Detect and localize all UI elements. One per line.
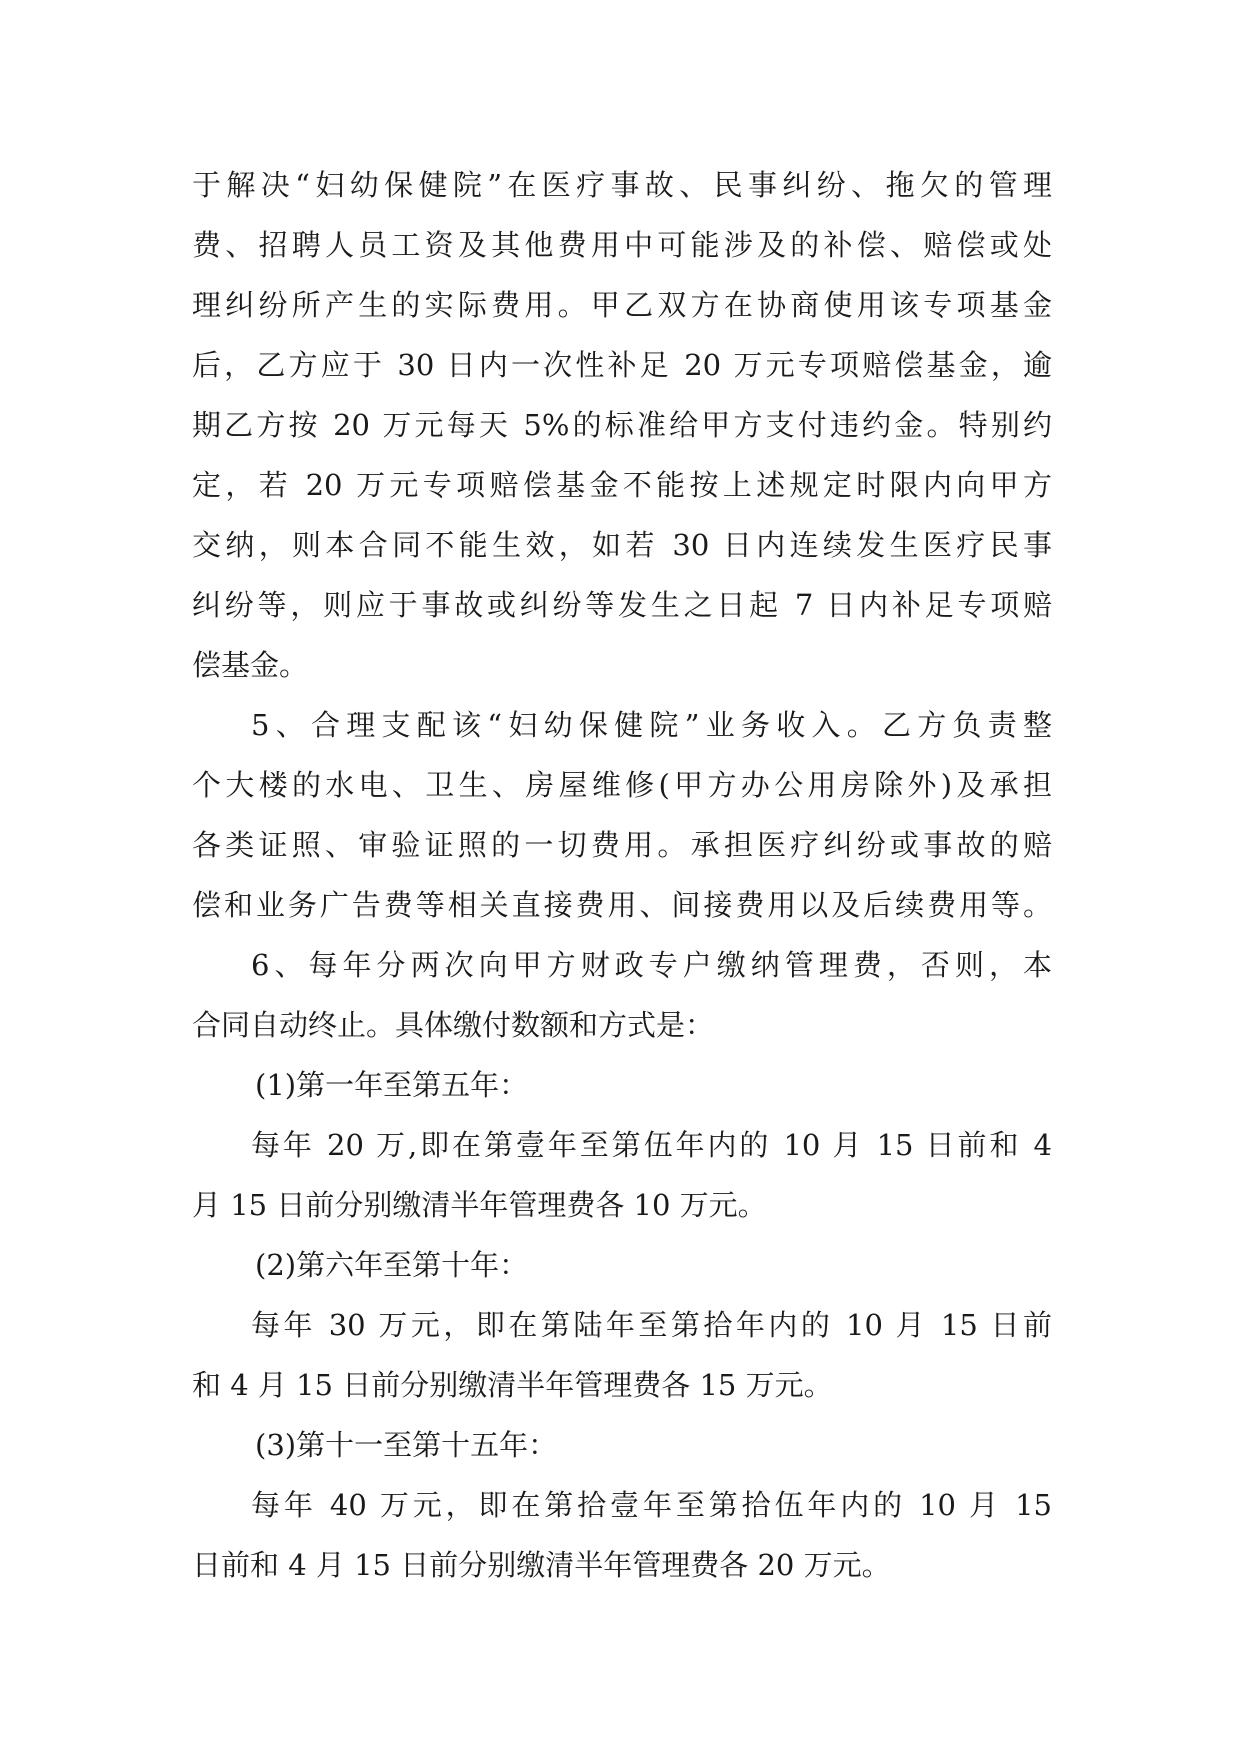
text-line: 各类证照、审验证照的一切费用。承担医疗纠纷或事故的赔 (192, 828, 1052, 862)
text-line: 月 15 日前分别缴清半年管理费各 10 万元。 (192, 1188, 767, 1222)
text-line: 后，乙方应于 30 日内一次性补足 20 万元专项赔偿基金，逾 (192, 348, 1052, 382)
item-1-heading: (1)第一年至第五年： (255, 1068, 529, 1102)
text-line: 日前和 4 月 15 日前分别缴清半年管理费各 20 万元。 (192, 1548, 891, 1582)
item-3-heading: (3)第十一至第十五年： (255, 1428, 558, 1462)
item-2-text: 每年 30 万元，即在第陆年至第拾年内的 10 月 15 日前 (251, 1308, 1052, 1342)
text-line: 合同自动终止。具体缴付数额和方式是： (192, 1008, 715, 1042)
text-line: 偿基金。 (192, 648, 309, 682)
paragraph-6-first-line: 6、每年分两次向甲方财政专户缴纳管理费，否则，本 (251, 948, 1052, 982)
text-line: 理纠纷所产生的实际费用。甲乙双方在协商使用该专项基金 (192, 288, 1052, 322)
item-3-text: 每年 40 万元，即在第拾壹年至第拾伍年内的 10 月 15 (251, 1488, 1052, 1522)
text-line: 偿和业务广告费等相关直接费用、间接费用以及后续费用等。 (192, 888, 1052, 922)
text-line: 期乙方按 20 万元每天 5%的标准给甲方支付违约金。特别约 (192, 408, 1052, 442)
text-line: 个大楼的水电、卫生、房屋维修(甲方办公用房除外)及承担 (192, 768, 1052, 802)
text-line: 交纳，则本合同不能生效，如若 30 日内连续发生医疗民事 (192, 528, 1052, 562)
text-line: 费、招聘人员工资及其他费用中可能涉及的补偿、赔偿或处 (192, 228, 1052, 262)
text-line: 定，若 20 万元专项赔偿基金不能按上述规定时限内向甲方 (192, 468, 1052, 502)
item-1-text: 每年 20 万,即在第壹年至第伍年内的 10 月 15 日前和 4 (251, 1128, 1052, 1162)
paragraph-5-first-line: 5、合理支配该“妇幼保健院”业务收入。乙方负责整 (251, 708, 1052, 742)
text-line: 于解决“妇幼保健院”在医疗事故、民事纠纷、拖欠的管理 (192, 168, 1052, 202)
item-2-heading: (2)第六年至第十年： (255, 1248, 529, 1282)
text-line: 和 4 月 15 日前分别缴清半年管理费各 15 万元。 (192, 1368, 833, 1402)
text-line: 纠纷等，则应于事故或纠纷等发生之日起 7 日内补足专项赔 (192, 588, 1052, 622)
